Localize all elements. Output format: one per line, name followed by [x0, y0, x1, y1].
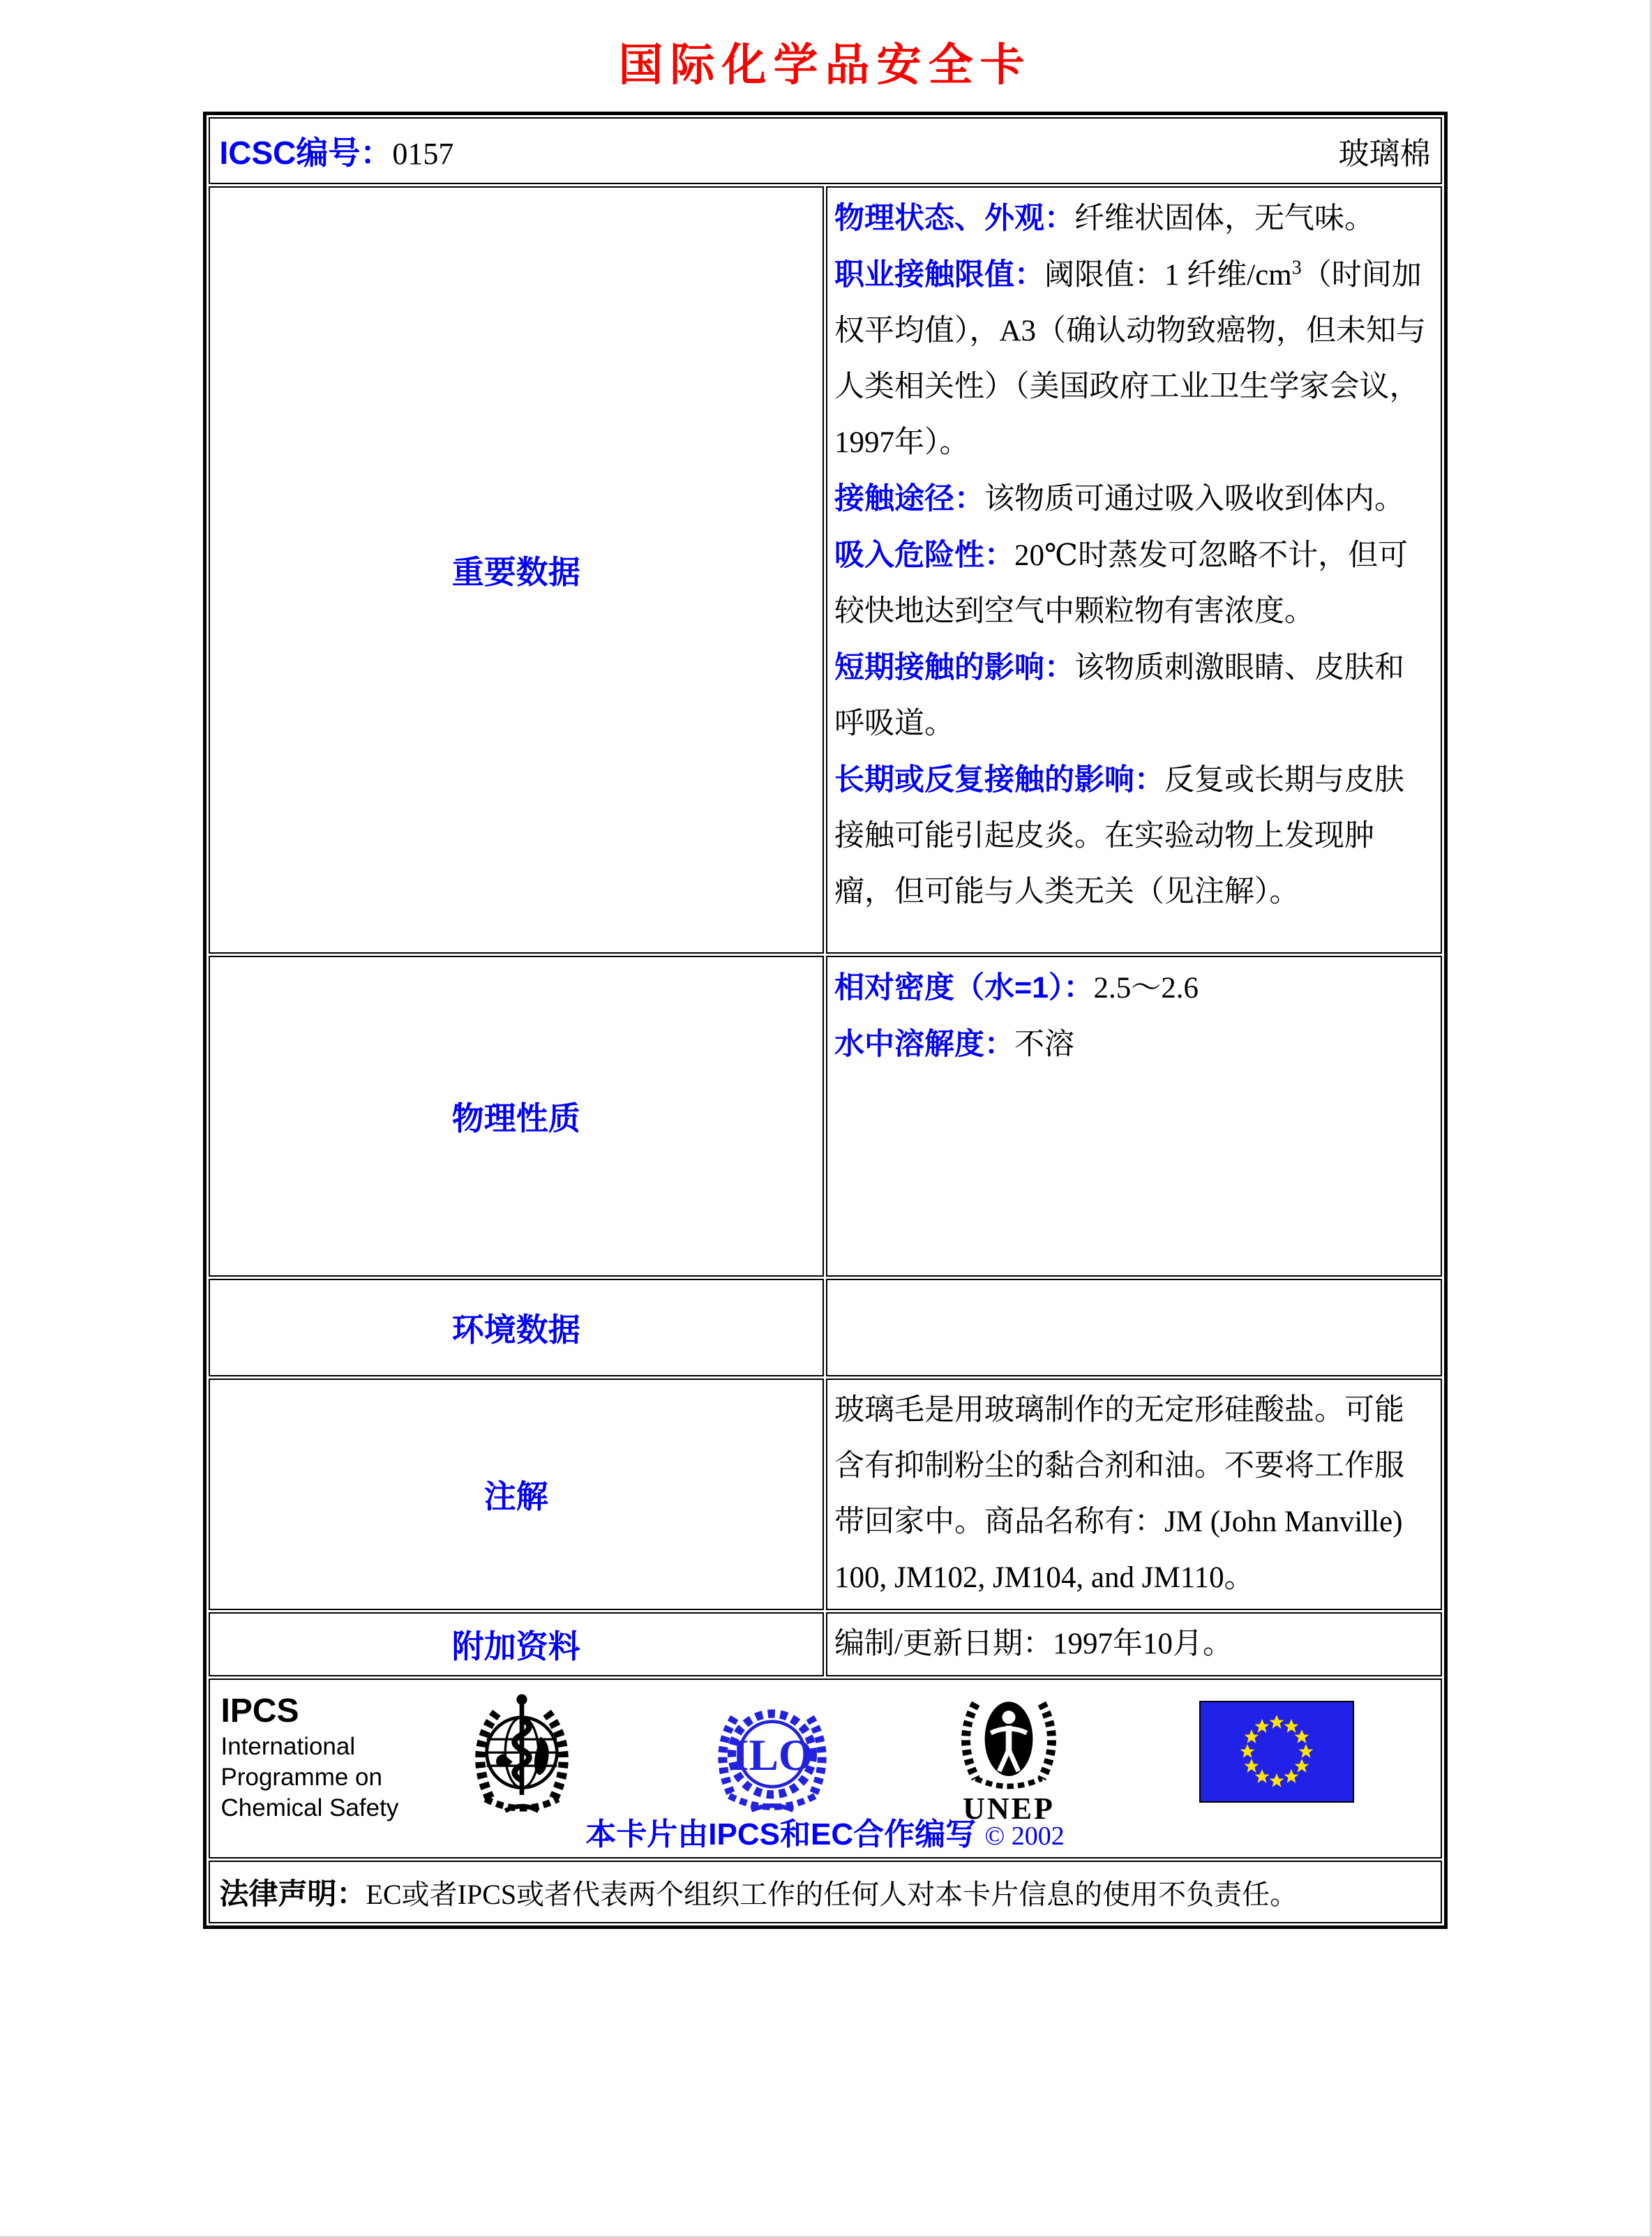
icsc-number-value: 0157: [392, 137, 454, 171]
row-label-important-data: 重要数据: [209, 186, 825, 954]
chemical-name: 玻璃棉: [1338, 137, 1431, 171]
routes-of-exposure: 接触途径：该物质可通过吸入吸收到体内。: [834, 482, 1404, 516]
eu-flag-icon: [1199, 1701, 1354, 1803]
occupational-exposure-limits: 职业接触限值：阈限值：1 纤维$/cm^3$（时间加权平均值），A3（确认动物致癌物，但未知与人类相关性）（美国政府工业卫生学家会议，1997年）。: [834, 257, 1427, 459]
copyright-text: © 2002: [984, 1822, 1065, 1851]
legal-text: EC或者IPCS或者代表两个组织工作的任何人对本卡片信息的使用不负责任。: [366, 1879, 1298, 1910]
credit-text: 本卡片由IPCS和EC合作编写: [585, 1817, 977, 1852]
legal-label: 法律声明：: [219, 1877, 366, 1910]
icsc-card-table: [203, 112, 1448, 1929]
water-solubility: 水中溶解度：不溶: [834, 1028, 1074, 1061]
important-data-cell: [826, 186, 1442, 954]
logos-row: [209, 1678, 1442, 1858]
relative-density: 相对密度（水=1）：2.5～2.6: [834, 971, 1199, 1005]
row-label-additional-information: 附加资料: [209, 1612, 825, 1676]
long-term-effects: 长期或反复接触的影响：反复或长期与皮肤接触可能引起皮炎。在实验动物上发现肿瘤，但可能与人类无关（见注解）。: [834, 763, 1404, 908]
icsc-number-label: ICSC编号：: [219, 135, 393, 171]
row-label-environmental-data: 环境数据: [209, 1279, 825, 1376]
physical-state-appearance: 物理状态、外观：纤维状固体，无气味。: [834, 202, 1374, 235]
unep-logo-icon: [949, 1688, 1069, 1794]
environmental-data-cell: [826, 1279, 1442, 1376]
short-term-effects: 短期接触的影响：该物质刺激眼睛、皮肤和呼吸道。: [834, 651, 1404, 740]
ilo-logo-icon: [707, 1698, 838, 1818]
legal-row: [209, 1861, 1442, 1923]
page-title: 国际化学品安全卡: [618, 40, 1032, 90]
ipcs-text-block: IPCS International Programme on Chemical Safety: [220, 1692, 399, 1822]
unep-label: UNEP: [963, 1792, 1055, 1826]
notes-cell: 玻璃毛是用玻璃制作的无定形硅酸盐。可能含有抑制粉尘的黏合剂和油。不要将工作服带回家中。商品名称有：JM (John Manville) 100, JM102, JM104, and JM110。: [826, 1379, 1442, 1610]
credit-line: [210, 1817, 1441, 1854]
header-row: [209, 117, 1442, 184]
who-logo-icon: [456, 1687, 588, 1821]
additional-information-cell: 编制/更新日期：1997年10月。: [826, 1612, 1442, 1676]
physical-properties-cell: [826, 956, 1442, 1277]
ilo-letters: ILO: [731, 1729, 813, 1780]
icsc-number-group: [220, 128, 454, 174]
row-label-notes: 注解: [209, 1379, 825, 1610]
unep-logo-block: [948, 1688, 1070, 1824]
row-label-physical-properties: 物理性质: [209, 956, 825, 1277]
inhalation-risk: 吸入危险性：20℃时蒸发可忽略不计，但可较快地达到空气中颗粒物有害浓度。: [834, 539, 1409, 628]
ipcs-acronym: IPCS: [220, 1692, 299, 1729]
